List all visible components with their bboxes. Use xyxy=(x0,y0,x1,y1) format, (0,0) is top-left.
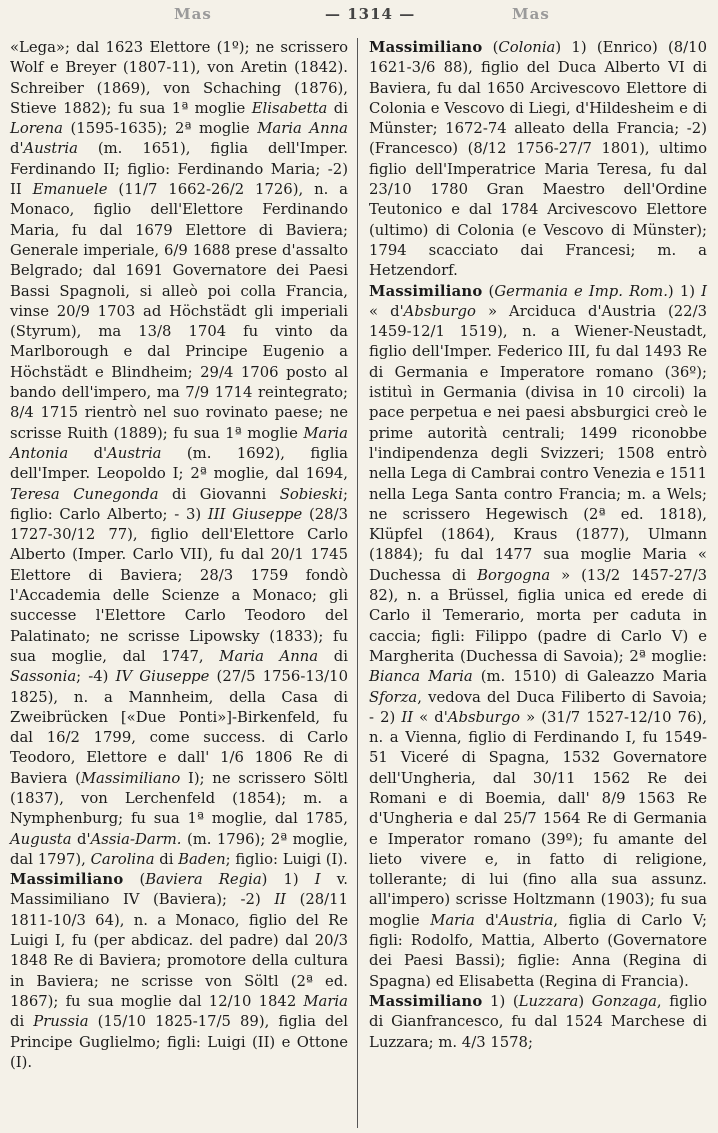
left-column xyxy=(10,38,348,1073)
italic-text: II xyxy=(401,708,414,726)
entry-text: « d' xyxy=(369,302,404,320)
italic-text: Maria Anna xyxy=(219,647,319,665)
italic-text: Luzzara xyxy=(518,992,579,1010)
right-column xyxy=(369,38,707,1053)
dictionary-entry xyxy=(369,992,707,1053)
header-right-word: Mas xyxy=(512,5,550,23)
italic-text: Assia-Darm. xyxy=(90,830,182,848)
entry-headword: Massimiliano xyxy=(369,282,483,300)
entry-text: di Giovanni xyxy=(158,485,280,503)
italic-text: I xyxy=(314,871,321,889)
dictionary-entry xyxy=(369,282,707,992)
entry-text: ) 1) xyxy=(261,871,315,889)
entry-text: » (31/7 1527-12/10 76), n. a Vienna, figlio di Ferdinando I, fu 1549-51 Viceré di Spagna, 1532 Governatore dell'Ungheria, dal 30/11 1562 Re dei Romani e di Boemia, dall' 8/9 1563 Re d'Ungheria e dal 25/7 1564 Re di Germania e Imperator romano (39º); fu amante del lieto vivere e, in fatto di religione, tollerante; di lui (fino alla sua assunz. all'impero) scrisse Holtzmann (1903); fu sua moglie xyxy=(369,708,707,929)
italic-text: Baden xyxy=(178,850,226,868)
dictionary-entry xyxy=(369,38,707,282)
italic-text: Sforza xyxy=(369,688,418,706)
italic-text: Austria xyxy=(107,444,162,462)
entry-text: , figlio di Gianfrancesco, fu dal 1524 Marchese di Luzzara; m. 4/3 1578; xyxy=(369,992,707,1051)
entry-text: d' xyxy=(474,911,499,929)
italic-text: Colonia xyxy=(498,39,556,56)
entry-text: ) 1) xyxy=(667,282,702,300)
italic-text: Austria xyxy=(23,140,78,158)
entry-headword: Massimiliano xyxy=(369,992,483,1010)
entry-text: di xyxy=(10,1013,34,1031)
entry-text: ; figlio: Luigi (I). xyxy=(225,850,348,868)
entry-text: «Lega»; dal 1623 Elettore (1º); ne scrissero Wolf e Breyer (1807-11), von Aretin (1842). Schreiber (1869), von Schaching (1876), Stieve 1882); fu sua 1ª moglie xyxy=(10,39,348,117)
italic-text: Absburgo xyxy=(403,302,476,320)
dictionary-entry xyxy=(10,870,348,1073)
italic-text: Austria xyxy=(498,911,554,929)
entry-text: ; -4) xyxy=(76,668,116,686)
entry-text: « d' xyxy=(413,708,448,726)
italic-text: Gonzaga xyxy=(591,992,657,1010)
entry-text: 1) ( xyxy=(482,992,519,1010)
entry-headword: Massimiliano xyxy=(369,39,483,56)
italic-text: Maria xyxy=(303,992,348,1010)
entry-text: ) 1) (Enrico) (8/10 1621-3/6 88), figlio del Duca Alberto VI di Baviera, fu dal 1650 Arcivescovo Elettore di Colonia e Vescovo di Liegi, d'Hildesheim e di Münster; 1672-74 alleato della Francia; -2) (Francesco) (8/12 1756-27/7 1801), ultimo figlio dell'Imperatrice Maria Teresa, fu dal 23/10 1780 Gran Maestro dell'Ordine Teutonico e dal 1784 Arcivescovo Elettore (ultimo) di Colonia (e Vescovo di Münster); 1794 scacciato dai Francesi; m. a Hetzendorf. xyxy=(369,39,707,280)
italic-text: Maria xyxy=(430,911,475,929)
entry-text: (28/11 1811-10/3 64), n. a Monaco, figlio del Re Luigi I, fu (per abdicaz. del padre) dal 20/3 1848 Re di Baviera; promotore della cultura in Baviera; ne scrisse von Söltl (2ª ed. 1867); fu sua moglie dal 12/10 1842 xyxy=(10,891,348,1010)
entry-text: » Arciduca d'Austria (22/3 1459-12/1 1519), n. a Wiener-Neustadt, figlio dell'Imper. Federico III, fu dal 1493 Re di Germania e Imperatore romano (36º); istituì in Germania (divisa in 10 circoli) la pace perpetua e nei paesi absburgici creò le prime autorità centrali; 1499 riconobbe l'indipendenza degli Svizzeri; 1508 entrò nella Lega di Cambrai contro Venezia e 1511 nella Lega Santa contro Francia; m. a Wels; ne scrissero Hegewisch (2ª ed. 1818), Klüpfel (1864), Kraus (1877), Ulmann (1884); fu dal 1477 sua moglie Maria « Duchessa di xyxy=(369,302,707,584)
entry-text: ( xyxy=(482,282,495,300)
entry-text: (m. 1692), figlia dell'Imper. Leopoldo I; 2ª moglie, dal 1694, xyxy=(10,444,348,483)
italic-text: Borgogna xyxy=(477,566,551,584)
italic-text: III Giuseppe xyxy=(207,505,303,523)
entry-text: (15/10 1825-17/5 89), figlia del Principe Guglielmo; figli: Luigi (II) e Ottone (I). xyxy=(10,1013,348,1071)
italic-text: Augusta xyxy=(10,830,72,848)
entry-text: , vedova del Duca Filiberto di Savoia; - 2) xyxy=(369,688,707,726)
dictionary-entry xyxy=(10,38,348,870)
italic-text: Sassonia xyxy=(10,668,77,686)
entry-text: ( xyxy=(123,871,146,889)
italic-text: Elisabetta xyxy=(251,99,328,117)
entry-text: ) xyxy=(578,992,592,1010)
entry-text: (28/3 1727-30/12 77), figlio dell'Elettore Carlo Alberto (Imper. Carlo VII), fu dal 20/1 1745 Elettore di Baviera; 28/3 1759 fondò l'Accademia delle Scienze a Monaco; gli successe l'Elettore Carlo Teodoro del Palatinato; ne scrisse Lipowsky (1833); fu sua moglie, dal 1747, xyxy=(10,505,348,665)
entry-text: d' xyxy=(68,444,108,462)
entry-text: d' xyxy=(71,830,91,848)
italic-text: II xyxy=(274,891,287,909)
entry-text: v. Massimiliano IV (Baviera); -2) xyxy=(10,871,348,909)
entry-text: di xyxy=(318,647,348,665)
entry-text: (m. 1651), figlia dell'Imper. Ferdinando II; figlio: Ferdinando Maria; -2) II xyxy=(10,140,348,199)
italic-text: IV Giuseppe xyxy=(115,668,210,686)
italic-text: Maria Anna xyxy=(257,120,348,138)
italic-text: Prussia xyxy=(33,1013,89,1031)
entry-text: ; figlio: Carlo Alberto; - 3) xyxy=(10,485,348,523)
entry-text: ( xyxy=(482,39,499,56)
entry-text: di xyxy=(154,850,179,868)
italic-text: I xyxy=(701,282,707,300)
page-number: — 1314 — xyxy=(325,5,416,23)
header-left-word: Mas xyxy=(174,5,212,23)
italic-text: Absburgo xyxy=(447,708,521,726)
italic-text: Massimiliano xyxy=(80,769,181,787)
entry-text: (m. 1510) di Galeazzo Maria xyxy=(472,668,708,686)
entry-text: (11/7 1662-26/2 1726), n. a Monaco, figlio dell'Elettore Ferdinando Maria, fu dal 1679 Elettore di Baviera; Generale imperiale, 6/9 1688 prese d'assalto Belgrado; dal 1691 Governatore dei Paesi Bassi Spagnoli, si alleò poi colla Francia, vinse 20/9 1703 ad Höchstädt gli imperiali (Styrum), ma 13/8 1704 fu vinto da Marlborough e dal Principe Eugenio a Höchstädt e Blindheim; 29/4 1706 posto al bando dell'impero, ma 7/9 1714 reintegrato; 8/4 1715 rientrò nel suo rovinato paese; ne scrisse Ruith (1889); fu sua 1ª moglie xyxy=(10,181,348,442)
italic-text: Emanuele xyxy=(32,181,108,199)
page-header xyxy=(0,0,718,30)
italic-text: Bianca Maria xyxy=(369,668,473,686)
italic-text: Sobieski xyxy=(279,485,343,503)
italic-text: Lorena xyxy=(10,120,63,138)
entry-text: » (13/2 1457-27/3 82), n. a Brüssel, figlia unica ed erede di Carlo il Temerario, morta per caduta in caccia; figli: Filippo (padre di Carlo V) e Margherita (Duchessa di Savoia); 2ª moglie: xyxy=(369,566,707,665)
entry-headword: Massimiliano xyxy=(10,871,124,889)
italic-text: Teresa Cunegonda xyxy=(10,485,159,503)
entry-text: di xyxy=(327,99,348,117)
column-divider xyxy=(357,38,358,1128)
entry-text: I); ne scrissero Söltl (1837), von Lerchenfeld (1854); m. a Nymphenburg; fu sua 1ª moglie, dal 1785, xyxy=(10,769,348,828)
entry-text: , figlia di Carlo V; figli: Rodolfo, Mattia, Alberto (Governatore dei Paesi Bassi); figlie: Anna (Regina di Spagna) ed Elisabetta (Regina di Francia). xyxy=(369,911,708,990)
entry-text: (m. 1796); 2ª moglie, dal 1797), xyxy=(10,830,348,868)
italic-text: Maria Antonia xyxy=(10,424,348,462)
entry-text: (1595-1635); 2ª moglie xyxy=(62,120,258,138)
italic-text: Baviera Regia xyxy=(145,871,262,889)
entry-text: d' xyxy=(10,140,24,158)
entry-text: (27/5 1756-13/10 1825), n. a Mannheim, della Casa di Zweibrücken [«Due Ponti»]-Birkenfeld, fu dal 16/2 1799, come success. di Carlo Teodoro, Elettore e dall' 1/6 1806 Re di Baviera ( xyxy=(10,668,348,787)
italic-text: Germania e Imp. Rom. xyxy=(494,282,668,300)
italic-text: Carolina xyxy=(90,850,155,868)
